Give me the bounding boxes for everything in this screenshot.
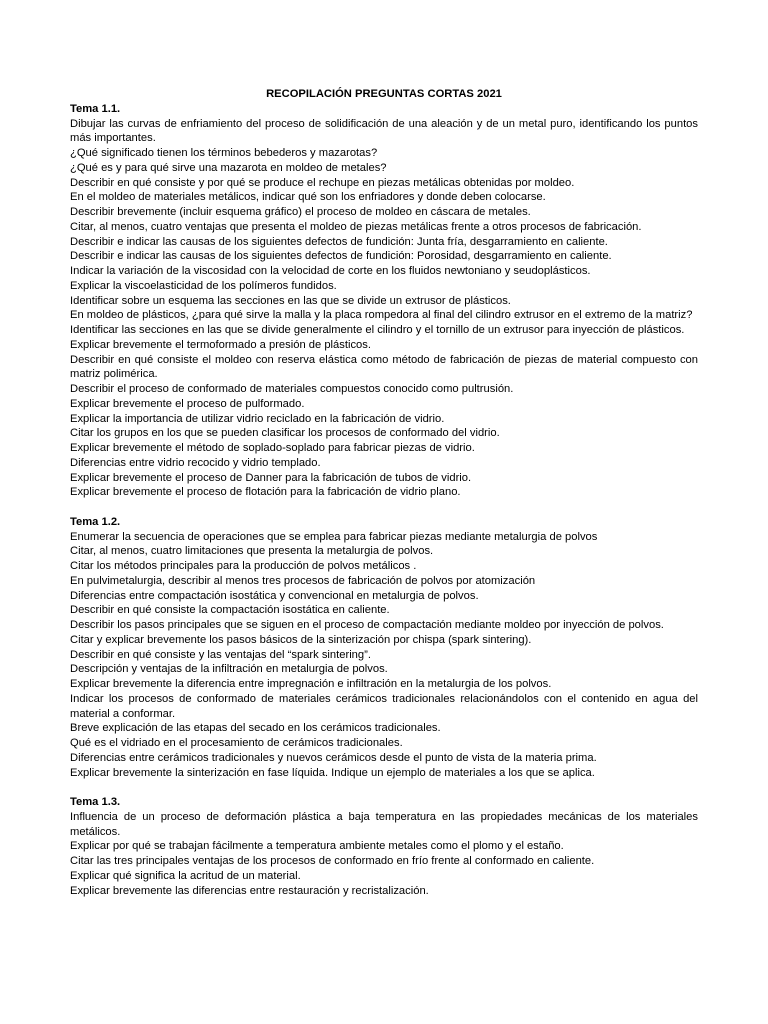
sections-container <box>70 102 698 899</box>
question-item: Explicar por qué se trabajan fácilmente a temperatura ambiente metales como el plomo y el estaño. <box>70 840 564 853</box>
question-item: Diferencias entre vidrio recocido y vidrio templado. <box>70 456 321 469</box>
question-item: Explicar brevemente las diferencias entre restauración y recristalización. <box>70 884 429 897</box>
question-item: Explicar la viscoelasticidad de los polímeros fundidos. <box>70 279 337 292</box>
question-item: Citar, al menos, cuatro ventajas que presenta el moldeo de piezas metálicas frente a otros procesos de fabricación. <box>70 220 642 233</box>
question-item: Describir el proceso de conformado de materiales compuestos conocido como pultrusión. <box>70 383 514 395</box>
question-item: Indicar la variación de la viscosidad con la velocidad de corte en los fluidos newtoniano y seudoplásticos. <box>70 265 591 277</box>
question-item: Describir en qué consiste y por qué se produce el rechupe en piezas metálicas obtenidas por moldeo. <box>70 176 575 189</box>
question-item: Citar, al menos, cuatro limitaciones que presenta la metalurgia de polvos. <box>70 545 434 558</box>
question-item: Descripción y ventajas de la infiltración en metalurgia de polvos. <box>70 663 388 676</box>
document-page <box>70 87 698 898</box>
section <box>70 795 698 898</box>
question-item: Identificar las secciones en las que se divide generalmente el cilindro y el tornillo de un extrusor para inyección de plásticos. <box>70 324 685 336</box>
question-item: ¿Qué es y para qué sirve una mazarota en moldeo de metales? <box>70 161 387 174</box>
question-item: Diferencias entre compactación isostática y convencional en metalurgia de polvos. <box>70 589 479 602</box>
section-heading: Tema 1.3. <box>70 796 121 808</box>
question-item: ¿Qué significado tienen los términos bebederos y mazarotas? <box>70 147 378 159</box>
question-item: Describir en qué consiste y las ventajas del “spark sintering”. <box>70 648 371 661</box>
question-item: Citar los grupos en los que se pueden clasificar los procesos de conformado del vidrio. <box>70 427 500 440</box>
question-item: Explicar brevemente la diferencia entre impregnación e infiltración en la metalurgia de los polvos. <box>70 678 552 690</box>
question-item: Explicar brevemente el método de soplado-soplado para fabricar piezas de vidrio. <box>70 442 475 454</box>
question-item: Explicar la importancia de utilizar vidrio reciclado en la fabricación de vidrio. <box>70 412 445 425</box>
document-title: RECOPILACIÓN PREGUNTAS CORTAS 2021 <box>266 88 502 100</box>
question-item: Citar las tres principales ventajas de los procesos de conformado en frío frente al conformado en caliente. <box>70 855 595 867</box>
question-item: Describir e indicar las causas de los siguientes defectos de fundición: Porosidad, desgarramiento en caliente. <box>70 250 612 263</box>
question-item: Influencia de un proceso de deformación plástica a baja temperatura en las propiedades mecánicas de los materiales metálicos. <box>70 810 698 838</box>
question-item: Citar y explicar brevemente los pasos básicos de la sinterización por chispa (spark sintering). <box>70 633 532 646</box>
question-item: Qué es el vidriado en el procesamiento de cerámicos tradicionales. <box>70 737 403 749</box>
section <box>70 515 698 781</box>
section <box>70 102 698 500</box>
section-heading: Tema 1.1. <box>70 102 121 115</box>
question-item: Explicar qué significa la acritud de un material. <box>70 869 301 882</box>
question-item: En moldeo de plásticos, ¿para qué sirve la malla y la placa rompedora al final del cilindro extrusor en el extremo de la matriz? <box>70 309 693 322</box>
question-item: Citar los métodos principales para la producción de polvos metálicos . <box>70 560 417 572</box>
question-item: Explicar brevemente el termoformado a presión de plásticos. <box>70 338 371 351</box>
question-item: Explicar brevemente el proceso de pulformado. <box>70 397 305 410</box>
question-item: Describir los pasos principales que se siguen en el proceso de compactación mediante moldeo por inyección de polvos. <box>70 619 664 631</box>
question-item: En pulvimetalurgia, describir al menos tres procesos de fabricación de polvos por atomización <box>70 574 536 587</box>
question-item: Diferencias entre cerámicos tradicionales y nuevos cerámicos desde el punto de vista de la materia prima. <box>70 751 597 764</box>
question-item: Describir en qué consiste la compactación isostática en caliente. <box>70 604 390 617</box>
question-item: Explicar brevemente el proceso de flotación para la fabricación de vidrio plano. <box>70 486 461 499</box>
question-item: Describir brevemente (incluir esquema gráfico) el proceso de moldeo en cáscara de metales. <box>70 206 531 218</box>
question-item: Identificar sobre un esquema las secciones en las que se divide un extrusor de plásticos. <box>70 294 511 307</box>
section-heading: Tema 1.2. <box>70 515 121 528</box>
question-item: Breve explicación de las etapas del secado en los cerámicos tradicionales. <box>70 722 441 735</box>
question-item: Enumerar la secuencia de operaciones que se emplea para fabricar piezas mediante metalurgia de polvos <box>70 530 598 543</box>
question-item: En el moldeo de materiales metálicos, indicar qué son los enfriadores y donde deben colocarse. <box>70 191 546 204</box>
question-item: Explicar brevemente la sinterización en fase líquida. Indique un ejemplo de materiales a los que se aplica. <box>70 766 595 779</box>
question-item: Indicar los procesos de conformado de materiales cerámicos tradicionales relacionándolos con el contenido en agua del material a conformar. <box>70 692 698 720</box>
question-item: Describir en qué consiste el moldeo con reserva elástica como método de fabricación de piezas de material compuesto con matriz polimérica. <box>70 353 698 381</box>
question-item: Explicar brevemente el proceso de Danner para la fabricación de tubos de vidrio. <box>70 471 472 484</box>
question-item: Dibujar las curvas de enfriamiento del proceso de solidificación de una aleación y de un metal puro, identificando los puntos más importantes. <box>70 117 698 145</box>
question-item: Describir e indicar las causas de los siguientes defectos de fundición: Junta fría, desgarramiento en caliente. <box>70 235 608 248</box>
